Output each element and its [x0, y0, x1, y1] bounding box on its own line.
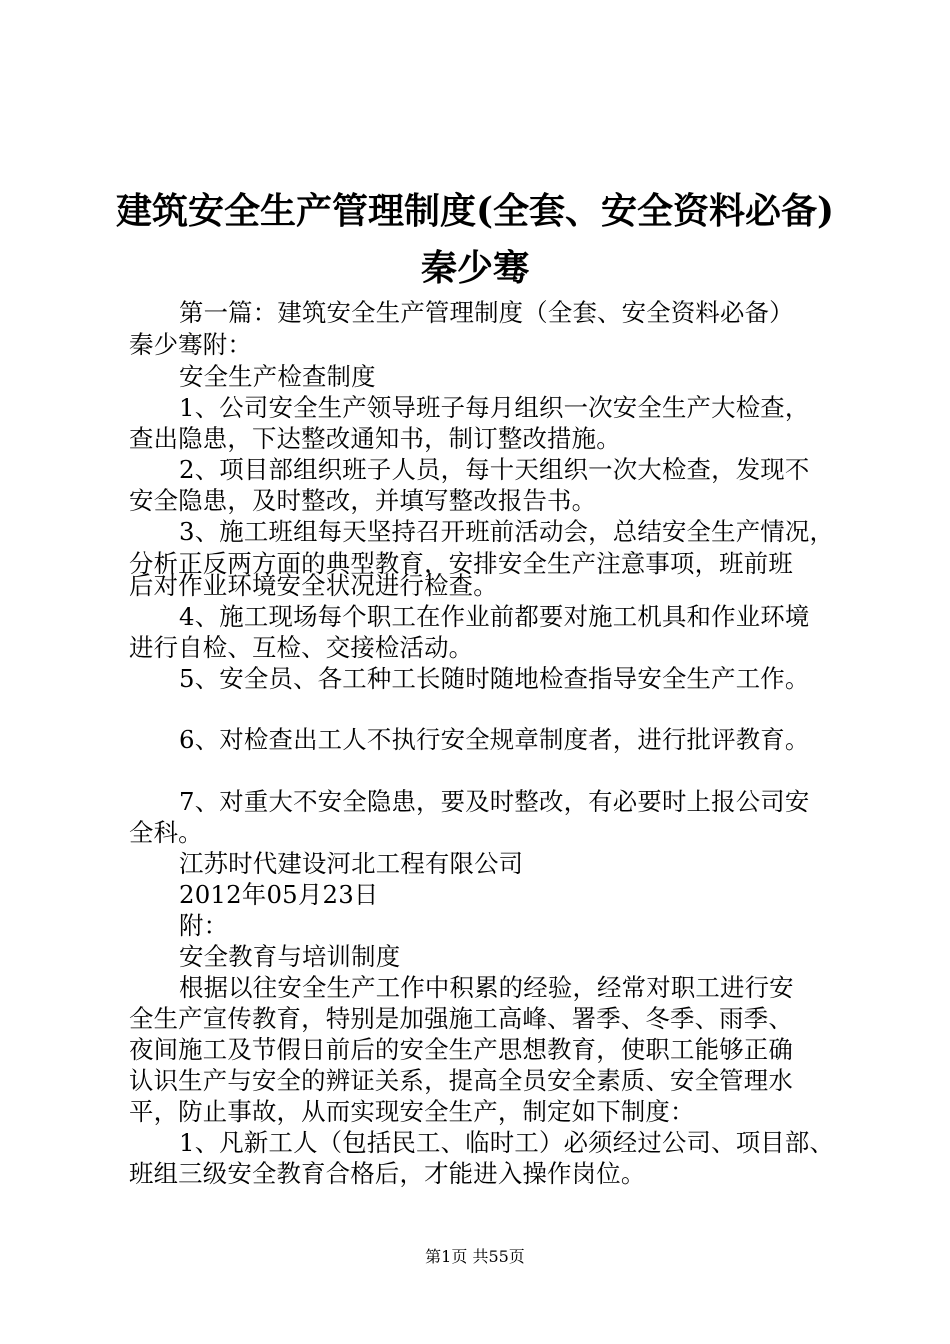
paragraph-line: 根据以往安全生产工作中积累的经验，经常对职工进行安	[179, 973, 794, 1002]
company-name: 江苏时代建设河北工程有限公司	[179, 849, 524, 878]
paragraph-line: 4、施工现场每个职工在作业前都要对施工机具和作业环境	[179, 602, 810, 631]
paragraph-line: 5、安全员、各工种工长随时随地检查指导安全生产工作。	[179, 664, 810, 693]
paragraph-line: 认识生产与安全的辨证关系，提高全员安全素质、安全管理水	[129, 1066, 793, 1095]
paragraph-line: 安全隐患，及时整改，并填写整改报告书。	[129, 486, 597, 515]
paragraph-line: 夜间施工及节假日前后的安全生产思想教育，使职工能够正确	[129, 1035, 793, 1064]
paragraph-line: 班组三级安全教育合格后，才能进入操作岗位。	[129, 1159, 646, 1188]
intro-line: 第一篇：建筑安全生产管理制度（全套、安全资料必备）	[179, 298, 794, 327]
paragraph-line: 1、公司安全生产领导班子每月组织一次安全生产大检查，	[179, 393, 810, 422]
paragraph-line: 7、对重大不安全隐患，要及时整改，有必要时上报公司安	[179, 787, 810, 816]
paragraph-line: 后对作业环境安全状况进行检查。	[129, 571, 498, 600]
paragraph-line: 查出隐患，下达整改通知书，制订整改措施。	[129, 424, 621, 453]
intro-line: 秦少骞附：	[129, 330, 252, 359]
paragraph-line: 进行自检、互检、交接检活动。	[129, 633, 474, 662]
paragraph-line: 6、对检查出工人不执行安全规章制度者，进行批评教育。	[179, 725, 810, 754]
document-title-author: 秦少骞	[420, 247, 529, 289]
paragraph-line: 分析正反两方面的典型教育，安排安全生产注意事项，班前班	[129, 549, 793, 578]
attachment-label: 附：	[179, 911, 229, 940]
document-title: 建筑安全生产管理制度(全套、安全资料必备)	[115, 190, 835, 232]
section-heading: 安全生产检查制度	[179, 362, 376, 391]
paragraph-line: 平，防止事故，从而实现安全生产，制定如下制度：	[129, 1097, 695, 1126]
paragraph-line: 2、项目部组织班子人员，每十天组织一次大检查，发现不	[179, 455, 810, 484]
paragraph-line: 1、凡新工人（包括民工、临时工）必须经过公司、项目部、	[179, 1128, 835, 1157]
paragraph-line: 全科。	[129, 818, 203, 847]
paragraph-line: 3、施工班组每天坚持召开班前活动会，总结安全生产情况，	[179, 517, 835, 546]
document-date: 2012年05月23日	[179, 880, 379, 909]
paragraph-line: 全生产宣传教育，特别是加强施工高峰、署季、冬季、雨季、	[129, 1004, 793, 1033]
page-number: 第1页 共55页	[425, 1247, 525, 1266]
section-heading: 安全教育与培训制度	[179, 942, 401, 971]
